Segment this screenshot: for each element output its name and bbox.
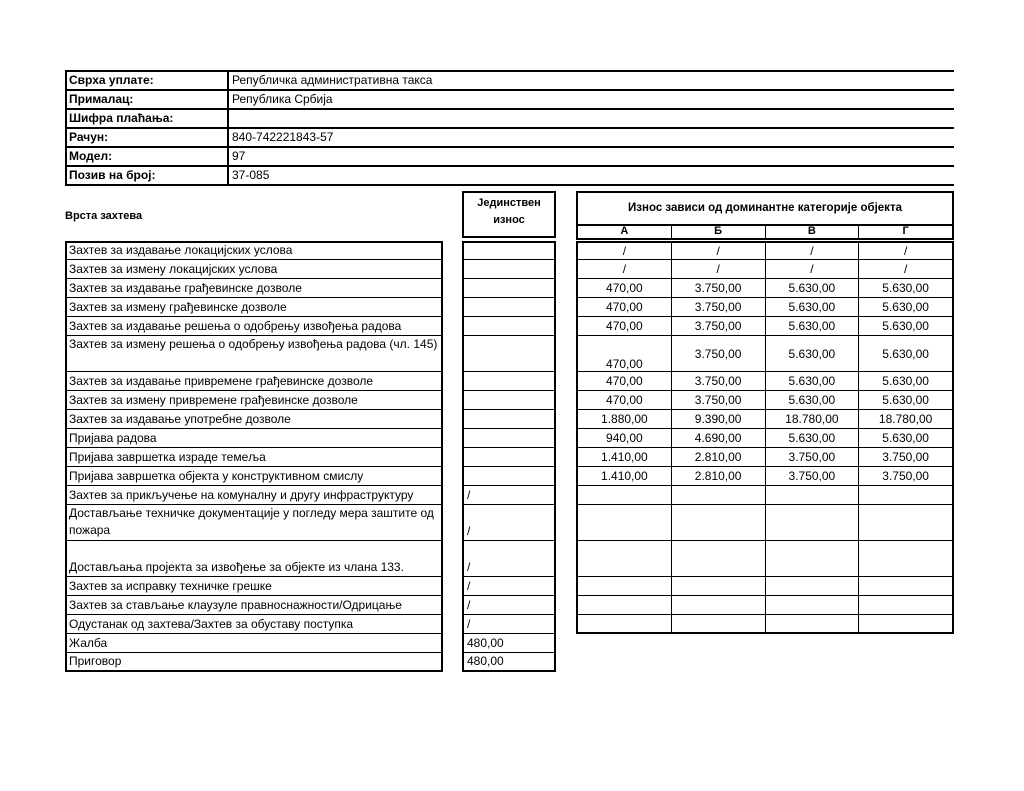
info-value: 97: [232, 149, 246, 163]
request-name: Приговор: [69, 654, 122, 668]
unit-row: [462, 260, 556, 279]
unit-row: [462, 391, 556, 410]
unit-row: [462, 615, 556, 634]
category-amount: 18.780,00: [878, 412, 933, 426]
table-row: [65, 467, 443, 486]
unit-row: [462, 505, 556, 541]
category-row: [576, 596, 954, 615]
category-amount: 470,00: [578, 336, 672, 371]
request-name-column: [65, 241, 443, 672]
unit-row: [462, 336, 556, 372]
unit-row: [462, 317, 556, 336]
table-row: [65, 336, 443, 372]
category-group-header: Износ зависи од доминантне категорије објекта: [576, 191, 954, 226]
category-amount: 5.630,00: [766, 279, 860, 297]
request-name: Захтев за измену решења о одобрењу извођења радова (чл. 145): [69, 337, 438, 351]
category-amount: 5.630,00: [766, 391, 860, 409]
request-name: Захтев за издавање решења о одобрењу извођења радова: [69, 319, 402, 333]
category-amount: 3.750,00: [672, 279, 766, 297]
unit-amount: /: [467, 524, 471, 538]
category-amount: 3.750,00: [882, 469, 929, 483]
category-header: А: [578, 224, 672, 238]
category-row: [576, 615, 954, 634]
unit-amount: /: [467, 488, 471, 502]
unit-row: [462, 429, 556, 448]
category-amount: 470,00: [578, 317, 672, 335]
info-row: [65, 129, 954, 148]
unit-amount: /: [467, 617, 471, 631]
request-name: Пријава радова: [69, 431, 157, 445]
category-amount: [766, 596, 860, 614]
unit-amount: [464, 429, 554, 447]
category-row: [576, 429, 954, 448]
unit-amount: /: [467, 560, 471, 574]
category-amount: 470,00: [578, 279, 672, 297]
category-row: [576, 391, 954, 410]
category-amount: 3.750,00: [672, 317, 766, 335]
category-amount: /: [672, 243, 766, 259]
category-amount: 470,00: [578, 391, 672, 409]
category-amount: 940,00: [578, 429, 672, 447]
table-row: [65, 486, 443, 505]
category-amount: 3.750,00: [672, 336, 766, 371]
category-amount: [766, 615, 860, 632]
unit-amount: [464, 317, 554, 335]
category-amount: 2.810,00: [672, 448, 766, 466]
table-row: [65, 391, 443, 410]
request-name: Захтев за измену грађевинске дозволе: [69, 300, 287, 314]
category-amount: 5.630,00: [766, 317, 860, 335]
info-row: [65, 148, 954, 167]
unit-amount: 480,00: [467, 654, 504, 668]
category-amount: /: [903, 262, 908, 276]
category-row: [576, 467, 954, 486]
info-value: Република Србија: [232, 92, 333, 106]
category-amount: 9.390,00: [672, 410, 766, 428]
table-row: [65, 615, 443, 634]
request-name: Захтев за прикључење на комуналну и другу инфраструктуру: [69, 488, 414, 502]
table-row: [65, 298, 443, 317]
info-row: [65, 110, 954, 129]
category-amount: 3.750,00: [882, 450, 929, 464]
info-label: Шифра плаћања:: [65, 110, 229, 127]
info-label: Прималац:: [65, 91, 229, 108]
table-row: [65, 317, 443, 336]
category-amount: [578, 615, 672, 632]
category-amount: 3.750,00: [766, 448, 860, 466]
request-name: Захтев за издавање привремене грађевинске дозволе: [69, 374, 374, 388]
unit-row: [462, 596, 556, 615]
category-amount: 2.810,00: [672, 467, 766, 485]
category-row: [576, 541, 954, 577]
unit-row: [462, 298, 556, 317]
category-amount: [672, 505, 766, 540]
category-amount: [766, 577, 860, 595]
category-header: В: [766, 224, 860, 238]
category-header: Г: [902, 225, 909, 237]
category-row: [576, 486, 954, 505]
request-name: Захтев за издавање локацијских услова: [69, 243, 293, 257]
request-name: Пријава завршетка израде темеља: [69, 450, 266, 464]
unit-amount: [464, 467, 554, 485]
info-label: Позив на број:: [65, 167, 229, 184]
category-amount: [672, 486, 766, 504]
request-name: Захтев за издавање употребне дозволе: [69, 412, 291, 426]
category-amount: 1.410,00: [578, 448, 672, 466]
category-row: [576, 336, 954, 372]
category-amount: [578, 486, 672, 504]
unit-amount: /: [467, 579, 471, 593]
table-row: [65, 505, 443, 541]
category-row: [576, 577, 954, 596]
category-amount: 470,00: [578, 372, 672, 390]
category-amount: 3.750,00: [672, 298, 766, 316]
table-row: [65, 429, 443, 448]
unit-row: [462, 241, 556, 260]
unit-amount-header: Јединствен износ: [462, 191, 556, 238]
table-row: [65, 634, 443, 653]
category-header: Б: [672, 224, 766, 238]
unit-row: [462, 653, 556, 672]
category-amount: [766, 505, 860, 540]
info-value: 840-742221843-57: [232, 130, 334, 144]
info-label: Модел:: [65, 148, 229, 165]
unit-row: [462, 448, 556, 467]
category-amount: /: [578, 260, 672, 278]
table-row: [65, 241, 443, 260]
request-name: Захтев за измену привремене грађевинске дозволе: [69, 393, 358, 407]
category-amount: [859, 505, 952, 540]
category-amount: 3.750,00: [672, 372, 766, 390]
unit-amount: [464, 336, 554, 371]
category-amount: 470,00: [578, 298, 672, 316]
info-value: Републичка административна такса: [232, 73, 433, 87]
category-amount: [859, 615, 952, 632]
unit-row: [462, 486, 556, 505]
unit-amount: [464, 372, 554, 390]
unit-row: [462, 410, 556, 429]
unit-amount: [464, 391, 554, 409]
category-amount: /: [672, 260, 766, 278]
category-amount: [766, 541, 860, 576]
table-row: [65, 541, 443, 577]
category-header-row: [576, 224, 954, 240]
unit-row: [462, 577, 556, 596]
category-amount: 3.750,00: [766, 467, 860, 485]
category-amount: 5.630,00: [882, 431, 929, 445]
request-type-header: Врста захтева: [65, 210, 143, 222]
category-amount: 5.630,00: [882, 319, 929, 333]
category-amount: 5.630,00: [766, 429, 860, 447]
table-row: [65, 260, 443, 279]
category-row: [576, 372, 954, 391]
category-amount: 18.780,00: [766, 410, 860, 428]
table-row: [65, 448, 443, 467]
category-amount: [672, 596, 766, 614]
unit-amount: [464, 410, 554, 428]
category-amount: 1.880,00: [578, 410, 672, 428]
table-row: [65, 596, 443, 615]
category-amount: /: [578, 243, 672, 259]
unit-row: [462, 634, 556, 653]
request-name: Захтев за издавање грађевинске дозволе: [69, 281, 302, 295]
category-amount: [672, 577, 766, 595]
unit-amount: [464, 279, 554, 297]
category-amount: 4.690,00: [672, 429, 766, 447]
table-row: [65, 653, 443, 672]
info-value: [229, 110, 954, 127]
category-amount: [859, 577, 952, 595]
info-row: [65, 72, 954, 91]
request-name: Захтев за измену локацијских услова: [69, 262, 278, 276]
category-amount: 5.630,00: [766, 372, 860, 390]
category-row: [576, 298, 954, 317]
category-amount: 5.630,00: [882, 300, 929, 314]
category-amount: [859, 541, 952, 576]
request-name: Достављање техничке документације у погледу мера заштите од пожара: [69, 506, 434, 537]
unit-amount: /: [467, 598, 471, 612]
category-amount: 5.630,00: [882, 393, 929, 407]
info-row: [65, 91, 954, 110]
category-amount: 5.630,00: [882, 281, 929, 295]
unit-row: [462, 372, 556, 391]
info-row: [65, 167, 954, 186]
info-label: Сврха уплате:: [65, 72, 229, 89]
category-row: [576, 410, 954, 429]
category-amount: [578, 596, 672, 614]
category-amount: 3.750,00: [672, 391, 766, 409]
category-amount: 1.410,00: [578, 467, 672, 485]
unit-amount: [464, 243, 554, 259]
unit-amount: 480,00: [467, 636, 504, 650]
category-amount: 5.630,00: [882, 374, 929, 388]
table-row: [65, 577, 443, 596]
category-amount: [672, 541, 766, 576]
category-amount: 5.630,00: [882, 346, 929, 361]
unit-row: [462, 541, 556, 577]
unit-amount: [464, 260, 554, 278]
unit-amount-column: [462, 241, 556, 672]
request-name: Жалба: [69, 636, 108, 650]
request-name: Захтев за стављање клаузуле правноснажности/Одрицање: [69, 598, 402, 612]
table-row: [65, 410, 443, 429]
request-name: Достављања пројекта за извођење за објекте из члана 133.: [69, 560, 404, 574]
category-amount: 5.630,00: [766, 336, 860, 371]
category-amount: 5.630,00: [766, 298, 860, 316]
category-amount: [766, 486, 860, 504]
request-name: Захтев за исправку техничке грешке: [69, 579, 272, 593]
category-amount: /: [766, 243, 860, 259]
category-amount: [859, 486, 952, 504]
category-amount: [578, 541, 672, 576]
category-amount-grid: [576, 241, 954, 634]
category-row: [576, 317, 954, 336]
category-row: [576, 279, 954, 298]
category-row: [576, 260, 954, 279]
unit-amount: [464, 298, 554, 316]
unit-amount: [464, 448, 554, 466]
payment-info-block: [65, 70, 954, 186]
request-name: Одустанак од захтева/Захтев за обуставу поступка: [69, 617, 354, 631]
unit-row: [462, 467, 556, 486]
category-row: [576, 241, 954, 260]
category-amount: /: [903, 244, 908, 258]
request-name: Пријава завршетка објекта у конструктивном смислу: [69, 469, 364, 483]
info-label: Рачун:: [65, 129, 229, 146]
category-row: [576, 448, 954, 467]
table-row: [65, 372, 443, 391]
category-amount: [859, 596, 952, 614]
table-row: [65, 279, 443, 298]
info-value: 37-085: [232, 168, 270, 182]
category-amount: [578, 505, 672, 540]
category-amount: [672, 615, 766, 632]
unit-row: [462, 279, 556, 298]
category-amount: /: [766, 260, 860, 278]
category-amount: [578, 577, 672, 595]
category-row: [576, 505, 954, 541]
